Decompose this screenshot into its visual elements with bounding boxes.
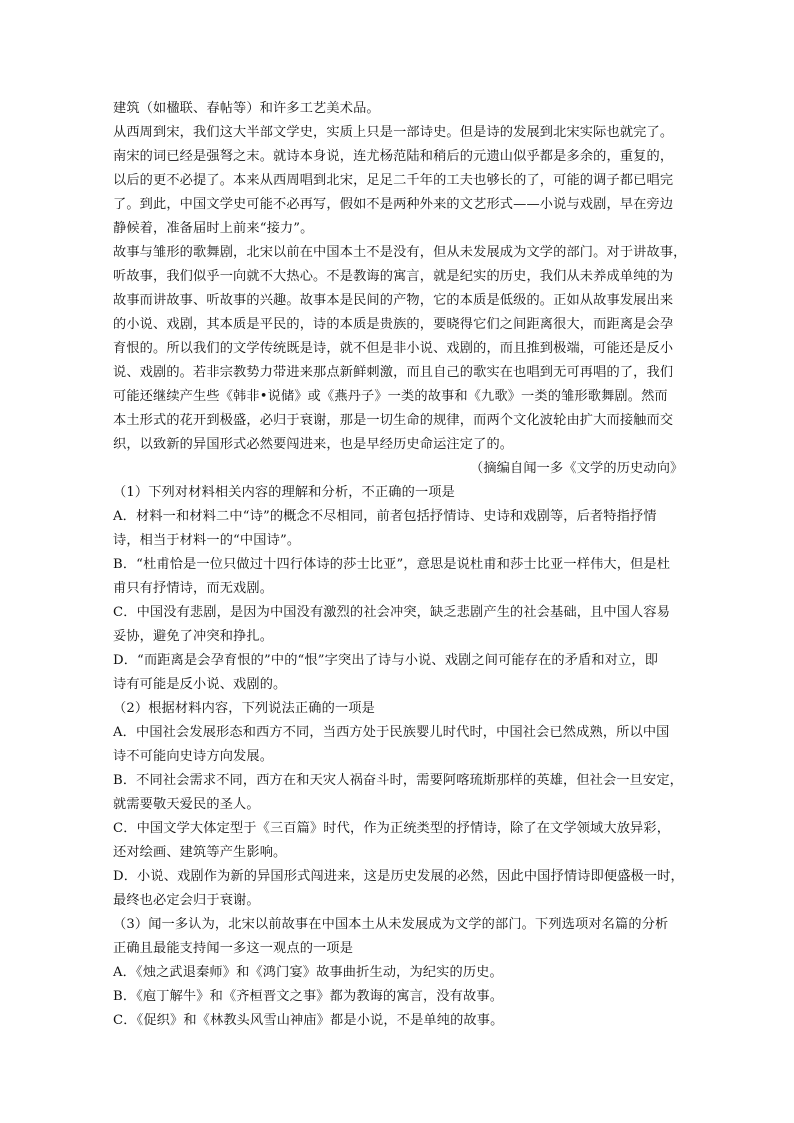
question-line: 妥协，避免了冲突和挣扎。 — [113, 629, 274, 644]
question-line: 诗不可能向史诗方向发展。 — [113, 749, 274, 764]
question-3-stem: （3）闻一多认为，北宋以前故事在中国本土从未发展成为文学的部门。下列选项对名篇的分析 — [113, 917, 669, 932]
source-citation: （摘编自闻一多《文学的历史动向》 — [470, 461, 684, 476]
question-line: D．小说、戏剧作为新的异国形式闯进来，这是历史发展的必然，因此中国抒情诗即便盛极一时， — [113, 869, 684, 884]
question-line: B．“杜甫恰是一位只做过十四行体诗的莎士比亚”，意思是说杜甫和莎士比亚一样伟大，但是杜 — [113, 557, 671, 572]
passage-line: 育恨的。所以我们的文学传统既是诗，就不但是非小说、戏剧的，而且推到极端，可能还是反小 — [113, 341, 674, 356]
passage-line: 南宋的词已经是强弩之末。就诗本身说，连尤杨范陆和稍后的元遗山似乎都是多余的，重复的， — [113, 149, 674, 164]
passage-line: 从西周到宋，我们这大半部文学史，实质上只是一部诗史。但是诗的发展到北宋实际也就完了。 — [113, 125, 674, 140]
passage-line: 说、戏剧的。若非宗教势力带进来那点新鲜刺激，而且自己的歌实在也唱到无可再唱的了，我们 — [113, 365, 674, 380]
question-line: D．“而距离是会孕育恨的”中的“恨”字突出了诗与小说、戏剧之间可能存在的矛盾和对立，即 — [113, 653, 659, 668]
question-1-stem: （1）下列对材料相关内容的理解和分析，不正确的一项是 — [113, 485, 455, 500]
question-line: B．不同社会需求不同，西方在和天灾人祸奋斗时，需要阿喀琉斯那样的英雄，但社会一旦安定， — [113, 773, 684, 788]
question-line: 正确且最能支持闻一多这一观点的一项是 — [113, 941, 354, 956]
question-line: C．中国文学大体定型于《三百篇》时代，作为正统类型的抒情诗，除了在文学领域大放异彩， — [113, 821, 671, 836]
question-line: 最终也必定会归于衰谢。 — [113, 893, 260, 908]
question-line: A．《烛之武退秦师》和《鸿门宴》故事曲折生动，为纪实的历史。 — [113, 965, 503, 980]
question-line: C．《促织》和《林教头风雪山神庙》都是小说，不是单纯的故事。 — [113, 1013, 504, 1028]
passage-line: 静候着，准备届时上前来“接力”。 — [113, 221, 314, 236]
question-2-stem: （2）根据材料内容，下列说法正确的一项是 — [113, 701, 375, 716]
question-line: 诗有可能是反小说、戏剧的。 — [113, 677, 287, 692]
passage-line: 可能还继续产生些《韩非•说储》或《燕丹子》一类的故事和《九歌》一类的雏形歌舞剧。然而 — [113, 389, 668, 404]
question-line: B．《庖丁解牛》和《齐桓晋文之事》都为教诲的寓言，没有故事。 — [113, 989, 504, 1004]
passage-line: 故事与雏形的歌舞剧，北宋以前在中国本土不是没有，但从未发展成为文学的部门。对于讲故事， — [113, 245, 687, 260]
passage-line: 听故事，我们似乎一向就不大热心。不是教诲的寓言，就是纪实的历史，我们从未养成单纯的为 — [113, 269, 674, 284]
passage-line: 以后的更不必提了。本来从西周唱到北宋，足足二千年的工夫也够长的了，可能的调子都已唱完 — [113, 173, 674, 188]
passage-line: 织，以致新的异国形式必然要闯进来，也是早经历史命运注定了的。 — [113, 437, 514, 452]
question-line: 诗，相当于材料一的“中国诗”。 — [113, 533, 301, 548]
passage-line: 建筑（如楹联、春帖等）和许多工艺美术品。 — [113, 101, 380, 116]
question-line: 甫只有抒情诗，而无戏剧。 — [113, 581, 274, 596]
question-line: A．中国社会发展形态和西方不同，当西方处于民族婴儿时代时，中国社会已然成熟，所以中国 — [113, 725, 670, 740]
question-line: C．中国没有悲剧，是因为中国没有激烈的社会冲突，缺乏悲剧产生的社会基础，且中国人容易 — [113, 605, 671, 620]
question-line: A．材料一和材料二中“诗”的概念不尽相同，前者包括抒情诗、史诗和戏剧等，后者特指抒情 — [113, 509, 657, 524]
question-line: 还对绘画、建筑等产生影响。 — [113, 845, 287, 860]
passage-line: 了。到此，中国文学史可能不必再写，假如不是两种外来的文艺形式——小说与戏剧，早在旁边 — [113, 197, 674, 212]
passage-line: 故事而讲故事、听故事的兴趣。故事本是民间的产物，它的本质是低级的。正如从故事发展出来 — [113, 293, 674, 308]
question-line: 就需要敬天爱民的圣人。 — [113, 797, 260, 812]
passage-line: 本土形式的花开到极盛，必归于衰谢，那是一切生命的规律，而两个文化波轮由扩大而接触而交 — [113, 413, 674, 428]
passage-line: 的小说、戏剧，其本质是平民的，诗的本质是贵族的，要晓得它们之间距离很大，而距离是会孕 — [113, 317, 674, 332]
